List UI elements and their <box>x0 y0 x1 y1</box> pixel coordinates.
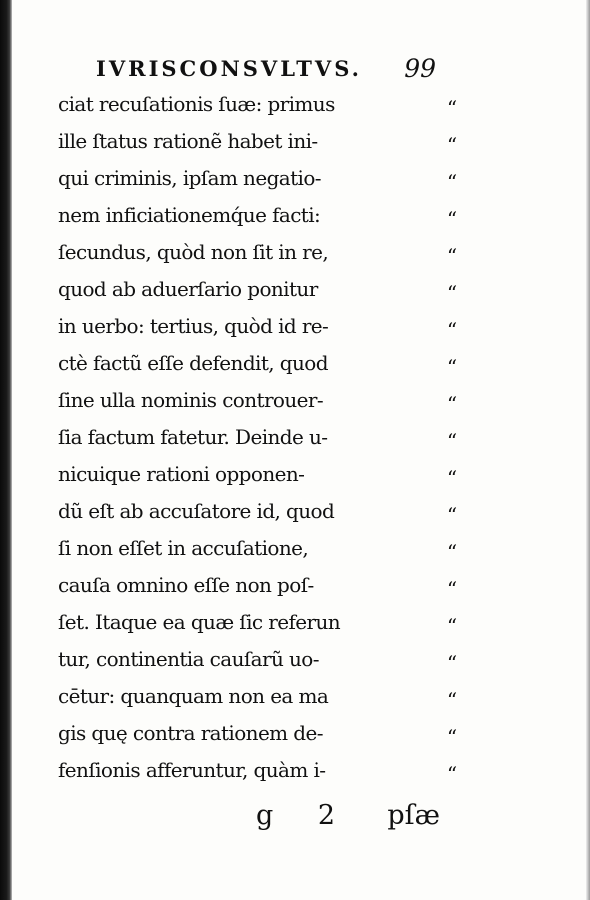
running-title: IVRISCONSVLTVS. <box>96 56 362 81</box>
text-line: ſecundus, quòd non ſit in re, <box>58 240 329 264</box>
text-line: ciat recuſationis ſuæ: primus <box>58 92 335 116</box>
signature-mark: g 2 <box>256 800 354 831</box>
text-line: ille ſtatus rationẽ habet ini- <box>58 129 318 153</box>
quote-mark: “ <box>446 540 458 564</box>
quote-mark: “ <box>446 133 458 157</box>
page-edge <box>586 0 590 900</box>
text-line: tur, continentia cauſarũ uo- <box>58 647 319 671</box>
text-line: nicuique rationi opponen- <box>58 462 305 486</box>
quote-mark: “ <box>446 392 458 416</box>
text-line: gis quę contra rationem de- <box>58 721 323 745</box>
running-head <box>96 56 436 86</box>
page-number: 99 <box>404 54 436 83</box>
quote-mark: “ <box>446 577 458 601</box>
quote-mark: “ <box>446 762 458 786</box>
text-block <box>58 86 438 789</box>
text-line: nem inficiationemq́ue facti: <box>58 203 321 227</box>
text-line: ſia factum fatetur. Deinde u- <box>58 425 328 449</box>
text-line: quod ab aduerſario ponitur <box>58 277 318 301</box>
text-line: fenſionis afferuntur, quàm i- <box>58 758 326 782</box>
text-line: ſet. Itaque ea quæ ſic referun <box>58 610 341 634</box>
quote-mark: “ <box>446 318 458 342</box>
text-line: ſi non eſſet in accuſatione, <box>58 536 309 560</box>
quote-mark: “ <box>446 244 458 268</box>
quote-mark: “ <box>446 503 458 527</box>
quote-mark: “ <box>446 466 458 490</box>
quote-mark: “ <box>446 429 458 453</box>
text-line: cētur: quanquam non ea ma <box>58 684 329 708</box>
text-line: cauſa omnino eſſe non poſ- <box>58 573 314 597</box>
text-line: dũ eſt ab accuſatore id, quod <box>58 499 335 523</box>
text-line: qui criminis, ipſam negatio- <box>58 166 321 190</box>
quote-mark: “ <box>446 651 458 675</box>
text-line: ctè factũ eſſe defendit, quod <box>58 351 328 375</box>
quote-mark: “ <box>446 614 458 638</box>
quote-mark: “ <box>446 355 458 379</box>
quote-mark: “ <box>446 96 458 120</box>
quote-mark: “ <box>446 170 458 194</box>
text-line: ſine ulla nominis controuer- <box>58 388 324 412</box>
text-line: in uerbo: tertius, quòd id re- <box>58 314 329 338</box>
catchword: pſæ <box>387 800 440 831</box>
marginal-quote-marks <box>437 86 467 789</box>
quote-mark: “ <box>446 207 458 231</box>
book-spine-shadow <box>0 0 12 900</box>
quote-mark: “ <box>446 688 458 712</box>
quote-mark: “ <box>446 725 458 749</box>
page-footer <box>200 800 440 840</box>
quote-mark: “ <box>446 281 458 305</box>
